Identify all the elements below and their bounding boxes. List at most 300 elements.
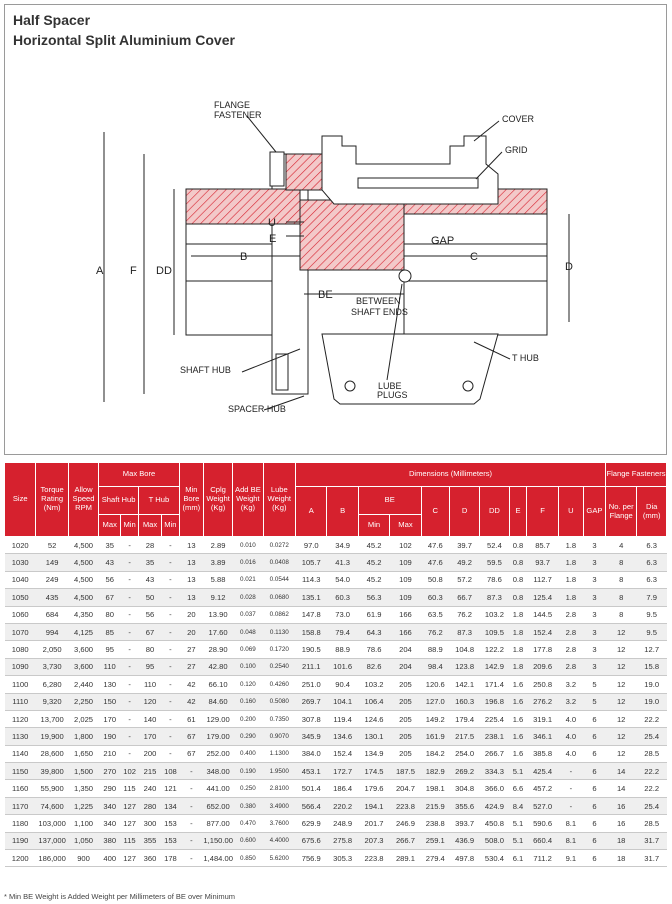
table-cell: 119.4 bbox=[327, 710, 358, 727]
header-dia: Dia (mm) bbox=[637, 487, 667, 537]
table-cell: - bbox=[162, 537, 180, 554]
table-cell: 266.7 bbox=[480, 745, 509, 762]
table-cell: 8 bbox=[605, 554, 636, 571]
table-cell: 305.3 bbox=[327, 850, 358, 867]
table-cell: 3,730 bbox=[36, 658, 68, 675]
table-cell: 61.9 bbox=[358, 606, 389, 623]
table-cell: 57.2 bbox=[449, 571, 479, 588]
header-shaft-max: Max bbox=[99, 515, 121, 537]
table-cell: 6.1 bbox=[509, 850, 527, 867]
table-cell: 251.0 bbox=[296, 676, 327, 693]
table-cell: - bbox=[179, 815, 203, 832]
table-cell: 711.2 bbox=[527, 850, 558, 867]
table-cell: 67 bbox=[99, 589, 121, 606]
table-cell: 205 bbox=[390, 710, 421, 727]
table-cell: 1,100 bbox=[68, 815, 98, 832]
table-cell: 204.7 bbox=[390, 780, 421, 797]
table-cell: 457.2 bbox=[527, 780, 558, 797]
table-cell: 85 bbox=[99, 623, 121, 640]
table-cell: 129.00 bbox=[203, 710, 232, 727]
table-cell: 7.9 bbox=[637, 589, 667, 606]
table-cell: 300 bbox=[139, 815, 162, 832]
table-cell: 3,600 bbox=[68, 641, 98, 658]
table-cell: 0.037 bbox=[233, 606, 263, 623]
table-cell: 2,250 bbox=[68, 693, 98, 710]
table-cell: 5.1 bbox=[509, 763, 527, 780]
table-cell: 0.160 bbox=[233, 693, 263, 710]
table-cell: - bbox=[162, 589, 180, 606]
table-cell: 103.2 bbox=[358, 676, 389, 693]
table-cell: 13 bbox=[179, 571, 203, 588]
table-cell: 9.5 bbox=[637, 623, 667, 640]
table-cell: 204 bbox=[390, 641, 421, 658]
table-cell: 0.0272 bbox=[263, 537, 295, 554]
table-cell: 3 bbox=[583, 606, 605, 623]
table-cell: 66.7 bbox=[449, 589, 479, 606]
table-cell: 334.3 bbox=[480, 763, 509, 780]
table-cell: 250.8 bbox=[527, 676, 558, 693]
table-cell: 340 bbox=[99, 797, 121, 814]
table-cell: 144.5 bbox=[527, 606, 558, 623]
table-cell: 240 bbox=[139, 780, 162, 797]
table-cell: - bbox=[121, 745, 139, 762]
table-cell: - bbox=[162, 623, 180, 640]
table-cell: 41.3 bbox=[327, 554, 358, 571]
t-hub-label: T HUB bbox=[512, 353, 539, 363]
table-cell: 43 bbox=[139, 571, 162, 588]
table-cell: 4.4000 bbox=[263, 832, 295, 849]
table-cell: 198.1 bbox=[421, 780, 449, 797]
table-cell: 1,150.00 bbox=[203, 832, 232, 849]
table-cell: 127 bbox=[121, 815, 139, 832]
table-cell: 109 bbox=[390, 571, 421, 588]
table-cell: 0.120 bbox=[233, 676, 263, 693]
shaft-hub-label: SHAFT HUB bbox=[180, 365, 231, 375]
table-cell: 158.8 bbox=[296, 623, 327, 640]
table-cell: 115 bbox=[121, 832, 139, 849]
table-cell: 8 bbox=[605, 571, 636, 588]
table-cell: 28,600 bbox=[36, 745, 68, 762]
table-cell: 76.2 bbox=[421, 623, 449, 640]
table-cell: 0.0544 bbox=[263, 571, 295, 588]
table-cell: 19,900 bbox=[36, 728, 68, 745]
table-cell: 28.5 bbox=[637, 815, 667, 832]
table-cell: 108 bbox=[162, 763, 180, 780]
table-cell: 101.6 bbox=[327, 658, 358, 675]
table-cell: 3 bbox=[583, 571, 605, 588]
table-cell: 45.2 bbox=[358, 537, 389, 554]
table-cell: 179.00 bbox=[203, 728, 232, 745]
header-c: C bbox=[421, 487, 449, 537]
table-cell: 259.1 bbox=[421, 832, 449, 849]
table-cell: 63.5 bbox=[421, 606, 449, 623]
table-cell: 22.2 bbox=[637, 780, 667, 797]
table-cell: 161.9 bbox=[421, 728, 449, 745]
table-cell: - bbox=[179, 763, 203, 780]
table-cell: 67 bbox=[139, 623, 162, 640]
header-thub-min: Min bbox=[162, 515, 180, 537]
table-cell: 1130 bbox=[5, 728, 36, 745]
table-cell: 13 bbox=[179, 537, 203, 554]
table-cell: 3.2 bbox=[558, 693, 583, 710]
header-u: U bbox=[558, 487, 583, 537]
table-cell: 28 bbox=[139, 537, 162, 554]
table-cell: 2,440 bbox=[68, 676, 98, 693]
table-cell: 103.2 bbox=[480, 606, 509, 623]
table-cell: 102 bbox=[121, 763, 139, 780]
table-cell: 4.0 bbox=[558, 710, 583, 727]
page-subtitle: Horizontal Split Aluminium Cover bbox=[13, 32, 235, 48]
table-cell: 877.00 bbox=[203, 815, 232, 832]
table-cell: 1.8 bbox=[558, 537, 583, 554]
table-cell: 0.8 bbox=[509, 571, 527, 588]
table-cell: 497.8 bbox=[449, 850, 479, 867]
table-cell: 9.12 bbox=[203, 589, 232, 606]
table-cell: - bbox=[162, 728, 180, 745]
header-a: A bbox=[296, 487, 327, 537]
table-cell: 54.0 bbox=[327, 571, 358, 588]
table-cell: 1,350 bbox=[68, 780, 98, 797]
table-cell: 0.8 bbox=[509, 589, 527, 606]
table-row bbox=[5, 537, 667, 554]
header-b: B bbox=[327, 487, 358, 537]
table-cell: - bbox=[121, 658, 139, 675]
table-cell: 4,500 bbox=[68, 537, 98, 554]
table-cell: 275.8 bbox=[327, 832, 358, 849]
a-label: A bbox=[96, 265, 104, 277]
table-cell: 1,050 bbox=[68, 832, 98, 849]
table-cell: - bbox=[121, 606, 139, 623]
table-cell: 178 bbox=[162, 850, 180, 867]
header-cplg-weight: Cplg Weight (Kg) bbox=[203, 463, 232, 537]
table-cell: 8 bbox=[605, 606, 636, 623]
table-cell: 123.8 bbox=[449, 658, 479, 675]
table-cell: 1090 bbox=[5, 658, 36, 675]
header-be-max: Max bbox=[390, 515, 421, 537]
table-cell: 19.0 bbox=[637, 693, 667, 710]
table-cell: 2.89 bbox=[203, 537, 232, 554]
table-cell: 675.6 bbox=[296, 832, 327, 849]
table-cell: 1.8 bbox=[558, 571, 583, 588]
table-cell: 590.6 bbox=[527, 815, 558, 832]
table-cell: - bbox=[162, 745, 180, 762]
table-cell: 1,225 bbox=[68, 797, 98, 814]
lube-plugs-label-1: LUBE bbox=[378, 381, 402, 391]
table-cell: 269.2 bbox=[449, 763, 479, 780]
table-cell: 319.1 bbox=[527, 710, 558, 727]
table-cell: 122.2 bbox=[480, 641, 509, 658]
header-lube-weight: Lube Weight (Kg) bbox=[263, 463, 295, 537]
table-cell: 14 bbox=[605, 780, 636, 797]
table-cell: - bbox=[558, 797, 583, 814]
table-cell: - bbox=[121, 571, 139, 588]
flange-fastener-label-2: FASTENER bbox=[214, 110, 262, 120]
table-cell: 47.6 bbox=[421, 537, 449, 554]
table-cell: 1.8 bbox=[558, 589, 583, 606]
table-cell: 153 bbox=[162, 815, 180, 832]
table-cell: 95 bbox=[139, 658, 162, 675]
spacer-hub-label: SPACER HUB bbox=[228, 404, 286, 414]
table-cell: 12 bbox=[605, 641, 636, 658]
flange-hatch bbox=[286, 154, 322, 190]
table-cell: 186.4 bbox=[327, 780, 358, 797]
header-size: Size bbox=[5, 463, 36, 537]
table-cell: 8.1 bbox=[558, 815, 583, 832]
e-label: E bbox=[269, 233, 277, 245]
table-cell: 35 bbox=[99, 537, 121, 554]
table-cell: 149 bbox=[36, 554, 68, 571]
table-cell: 90.4 bbox=[327, 676, 358, 693]
table-cell: 13 bbox=[179, 589, 203, 606]
header-t-hub: T Hub bbox=[139, 487, 180, 515]
table-row bbox=[5, 780, 667, 797]
table-cell: 130 bbox=[99, 676, 121, 693]
table-cell: 142.9 bbox=[480, 658, 509, 675]
table-cell: - bbox=[162, 641, 180, 658]
table-cell: 238.8 bbox=[421, 815, 449, 832]
table-cell: 43 bbox=[99, 554, 121, 571]
table-cell: 1190 bbox=[5, 832, 36, 849]
header-shaft-hub: Shaft Hub bbox=[99, 487, 139, 515]
table-cell: 52.4 bbox=[480, 537, 509, 554]
table-cell: 1040 bbox=[5, 571, 36, 588]
table-cell: 137,000 bbox=[36, 832, 68, 849]
table-cell: 104.1 bbox=[327, 693, 358, 710]
table-cell: 360 bbox=[139, 850, 162, 867]
table-cell: 0.048 bbox=[233, 623, 263, 640]
table-cell: 0.7350 bbox=[263, 710, 295, 727]
table-cell: 196.8 bbox=[480, 693, 509, 710]
table-cell: 1.8 bbox=[509, 623, 527, 640]
table-cell: 0.2540 bbox=[263, 658, 295, 675]
table-cell: 4,500 bbox=[68, 589, 98, 606]
table-cell: 50 bbox=[139, 589, 162, 606]
table-row bbox=[5, 832, 667, 849]
table-cell: 1060 bbox=[5, 606, 36, 623]
table-cell: 380 bbox=[99, 832, 121, 849]
table-cell: 149.2 bbox=[421, 710, 449, 727]
header-flange-fasteners: Flange Fasteners bbox=[605, 463, 666, 487]
between-label-1: BETWEEN bbox=[356, 296, 401, 306]
table-cell: 85.7 bbox=[527, 537, 558, 554]
table-cell: 42 bbox=[179, 676, 203, 693]
table-cell: 112.7 bbox=[527, 571, 558, 588]
table-cell: 223.8 bbox=[390, 797, 421, 814]
table-cell: - bbox=[162, 676, 180, 693]
table-cell: 2,025 bbox=[68, 710, 98, 727]
table-cell: 254.0 bbox=[449, 745, 479, 762]
table-cell: 210 bbox=[99, 745, 121, 762]
table-cell: 0.069 bbox=[233, 641, 263, 658]
header-add-be-weight: Add BE Weight (Kg) bbox=[233, 463, 263, 537]
table-cell: 238.1 bbox=[480, 728, 509, 745]
table-cell: 0.8 bbox=[509, 554, 527, 571]
table-cell: 142.1 bbox=[449, 676, 479, 693]
table-cell: 1.1300 bbox=[263, 745, 295, 762]
table-cell: 18 bbox=[605, 850, 636, 867]
lube-plug bbox=[399, 270, 411, 282]
table-cell: 3 bbox=[583, 623, 605, 640]
header-gap: GAP bbox=[583, 487, 605, 537]
table-cell: 45.2 bbox=[358, 571, 389, 588]
table-cell: 6 bbox=[583, 728, 605, 745]
table-cell: 172.7 bbox=[327, 763, 358, 780]
table-cell: 104.8 bbox=[449, 641, 479, 658]
table-cell: 166 bbox=[390, 606, 421, 623]
table-cell: 0.021 bbox=[233, 571, 263, 588]
table-cell: 530.4 bbox=[480, 850, 509, 867]
d-label: D bbox=[565, 261, 573, 273]
table-cell: 13 bbox=[179, 554, 203, 571]
table-cell: 2.8 bbox=[558, 658, 583, 675]
table-cell: 56 bbox=[139, 606, 162, 623]
table-cell: 87.3 bbox=[480, 589, 509, 606]
table-cell: 1200 bbox=[5, 850, 36, 867]
table-cell: 2,050 bbox=[36, 641, 68, 658]
table-cell: 1.6 bbox=[509, 728, 527, 745]
table-cell: 756.9 bbox=[296, 850, 327, 867]
table-cell: 248.9 bbox=[327, 815, 358, 832]
table-row bbox=[5, 728, 667, 745]
table-cell: 87.3 bbox=[449, 623, 479, 640]
table-cell: 6.6 bbox=[509, 780, 527, 797]
table-cell: 134.9 bbox=[358, 745, 389, 762]
table-cell: 1.6 bbox=[509, 745, 527, 762]
table-cell: 12 bbox=[605, 710, 636, 727]
table-row bbox=[5, 693, 667, 710]
table-cell: 652.00 bbox=[203, 797, 232, 814]
table-cell: 17.60 bbox=[203, 623, 232, 640]
table-cell: 12 bbox=[605, 728, 636, 745]
table-cell: 269.7 bbox=[296, 693, 327, 710]
table-cell: 13,700 bbox=[36, 710, 68, 727]
table-cell: 304.8 bbox=[449, 780, 479, 797]
table-cell: 127.0 bbox=[421, 693, 449, 710]
table-cell: 170 bbox=[139, 728, 162, 745]
table-cell: 8.1 bbox=[558, 832, 583, 849]
table-cell: - bbox=[162, 693, 180, 710]
table-cell: 20 bbox=[179, 623, 203, 640]
table-cell: 49.2 bbox=[449, 554, 479, 571]
table-cell: - bbox=[558, 780, 583, 797]
header-be: BE bbox=[358, 487, 421, 515]
table-cell: 42.80 bbox=[203, 658, 232, 675]
table-cell: 215.9 bbox=[421, 797, 449, 814]
table-cell: 1100 bbox=[5, 676, 36, 693]
table-cell: 134 bbox=[162, 797, 180, 814]
table-row bbox=[5, 710, 667, 727]
table-cell: 31.7 bbox=[637, 832, 667, 849]
table-cell: - bbox=[162, 606, 180, 623]
table-cell: 2.8 bbox=[558, 623, 583, 640]
table-cell: 3 bbox=[583, 554, 605, 571]
table-cell: 340 bbox=[99, 815, 121, 832]
table-cell: 424.9 bbox=[480, 797, 509, 814]
table-cell: 186,000 bbox=[36, 850, 68, 867]
table-cell: 1.9500 bbox=[263, 763, 295, 780]
table-cell: 160.3 bbox=[449, 693, 479, 710]
table-cell: 1,800 bbox=[68, 728, 98, 745]
table-cell: 660.4 bbox=[527, 832, 558, 849]
table-cell: 4,500 bbox=[68, 571, 98, 588]
table-cell: - bbox=[179, 797, 203, 814]
table-cell: 1050 bbox=[5, 589, 36, 606]
table-cell: 78.6 bbox=[480, 571, 509, 588]
table-cell: 31.7 bbox=[637, 850, 667, 867]
table-cell: 6.3 bbox=[637, 537, 667, 554]
table-cell: 453.1 bbox=[296, 763, 327, 780]
spec-table-body bbox=[5, 537, 667, 867]
table-cell: 307.8 bbox=[296, 710, 327, 727]
table-cell: 0.250 bbox=[233, 780, 263, 797]
table-cell: 0.380 bbox=[233, 797, 263, 814]
table-cell: 220.2 bbox=[327, 797, 358, 814]
table-row bbox=[5, 606, 667, 623]
table-cell: 105.7 bbox=[296, 554, 327, 571]
table-cell: - bbox=[179, 780, 203, 797]
table-cell: 67 bbox=[179, 728, 203, 745]
table-row bbox=[5, 797, 667, 814]
page-title: Half Spacer bbox=[13, 12, 91, 28]
table-cell: 4,125 bbox=[68, 623, 98, 640]
header-be-min: Min bbox=[358, 515, 389, 537]
table-cell: 355.6 bbox=[449, 797, 479, 814]
coupling-cross-section-drawing bbox=[4, 4, 667, 455]
table-row bbox=[5, 763, 667, 780]
table-cell: 55,900 bbox=[36, 780, 68, 797]
table-cell: 52 bbox=[36, 537, 68, 554]
table-cell: 171.4 bbox=[480, 676, 509, 693]
table-cell: 346.1 bbox=[527, 728, 558, 745]
table-cell: 1160 bbox=[5, 780, 36, 797]
table-cell: 121 bbox=[162, 780, 180, 797]
table-cell: 0.290 bbox=[233, 728, 263, 745]
table-cell: 0.850 bbox=[233, 850, 263, 867]
table-row bbox=[5, 658, 667, 675]
table-cell: 6 bbox=[583, 832, 605, 849]
table-cell: 152.4 bbox=[527, 623, 558, 640]
table-cell: 441.00 bbox=[203, 780, 232, 797]
table-cell: 115 bbox=[121, 780, 139, 797]
table-cell: 6 bbox=[583, 745, 605, 762]
table-cell: 209.6 bbox=[527, 658, 558, 675]
between-label-2: SHAFT ENDS bbox=[351, 307, 408, 317]
table-cell: 6 bbox=[583, 780, 605, 797]
table-cell: 2.8 bbox=[558, 641, 583, 658]
table-cell: 5.6200 bbox=[263, 850, 295, 867]
table-cell: 0.100 bbox=[233, 658, 263, 675]
table-cell: 1020 bbox=[5, 537, 36, 554]
table-cell: 9.1 bbox=[558, 850, 583, 867]
table-cell: 1.8 bbox=[509, 658, 527, 675]
table-cell: 0.190 bbox=[233, 763, 263, 780]
table-cell: 2.8100 bbox=[263, 780, 295, 797]
be-label: BE bbox=[318, 289, 333, 301]
table-cell: 28.90 bbox=[203, 641, 232, 658]
table-cell: 114.3 bbox=[296, 571, 327, 588]
header-e: E bbox=[509, 487, 527, 537]
table-cell: - bbox=[121, 589, 139, 606]
table-cell: 205 bbox=[390, 728, 421, 745]
table-cell: 5.88 bbox=[203, 571, 232, 588]
footnote: * Min BE Weight is Added Weight per Millimeters of BE over Minimum bbox=[4, 892, 236, 901]
table-cell: - bbox=[558, 763, 583, 780]
table-cell: - bbox=[121, 641, 139, 658]
table-cell: 35 bbox=[139, 554, 162, 571]
header-dimensions: Dimensions (Millimeters) bbox=[296, 463, 606, 487]
table-cell: 103,000 bbox=[36, 815, 68, 832]
table-cell: 16 bbox=[605, 797, 636, 814]
